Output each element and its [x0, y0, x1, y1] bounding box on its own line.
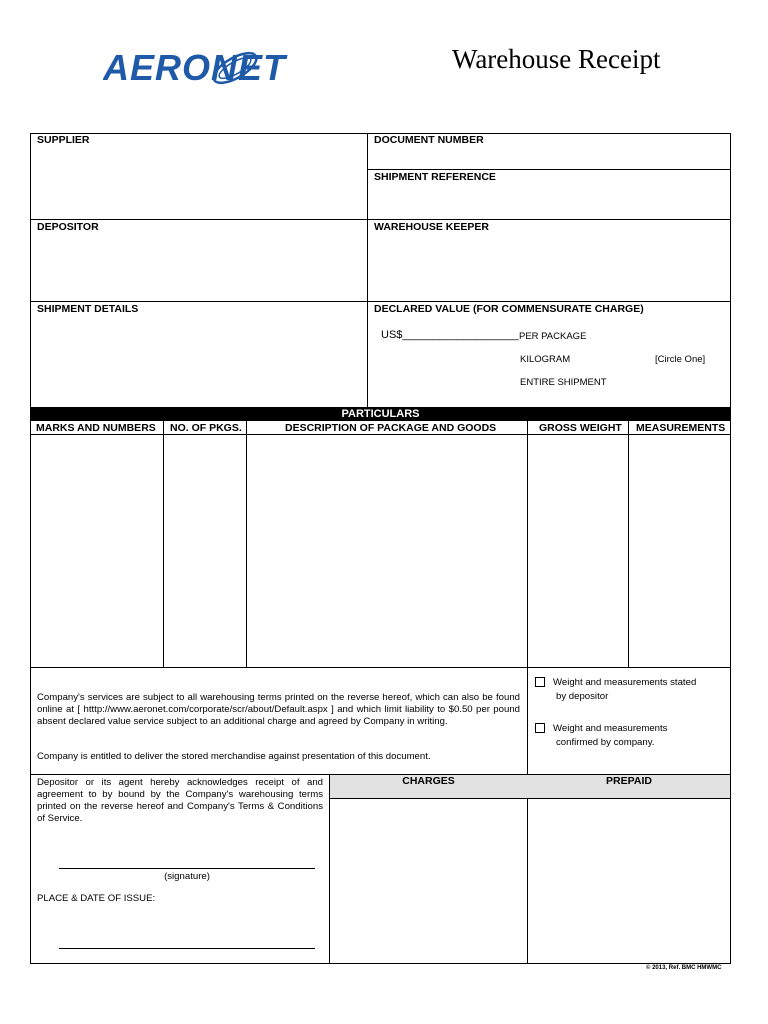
depositor-label: DEPOSITOR	[37, 221, 99, 233]
signature-line[interactable]	[59, 868, 315, 869]
document-number-label: DOCUMENT NUMBER	[374, 134, 484, 146]
place-date-label: PLACE & DATE OF ISSUE:	[37, 893, 156, 904]
declared-value-label: DECLARED VALUE (FOR COMMENSURATE CHARGE)	[374, 303, 644, 315]
supplier-label: SUPPLIER	[37, 134, 90, 146]
terms-paragraph-1: Company's services are subject to all warehousing terms printed on the reverse hereof, which can also be found online at [ htttp://www.aeronet.com/corporate/scr/about/Default.aspx ] and which limit liability to $0.50 per pound absent declared value service subject to an additional charge and agreed by Company in writing.	[37, 692, 520, 727]
circle-one-note: [Circle One]	[655, 354, 706, 365]
signature-label: (signature)	[164, 871, 210, 882]
shipment-details-label: SHIPMENT DETAILS	[37, 303, 139, 315]
divider-row3	[30, 301, 731, 302]
col-description: DESCRIPTION OF PACKAGE AND GOODS	[285, 422, 497, 434]
check-depositor-line1: Weight and measurements stated	[553, 677, 697, 688]
col-no-pkgs: NO. OF PKGS.	[170, 422, 242, 434]
particulars-bottom	[30, 667, 731, 668]
charges-header-underline	[329, 798, 731, 799]
col-divider-4	[628, 421, 629, 667]
border-left	[30, 133, 31, 963]
col-marks-numbers: MARKS AND NUMBERS	[36, 422, 156, 434]
divider-docnum	[367, 169, 731, 170]
copyright-note: © 2013, Ref. BMC HMWMC	[646, 965, 722, 971]
bottom-divider-2	[527, 774, 528, 963]
logo-text: AERONET	[103, 47, 287, 88]
kilogram-option: KILOGRAM	[520, 354, 571, 365]
charges-label: CHARGES	[402, 775, 455, 787]
divider-middle	[367, 133, 368, 407]
warehouse-keeper-label: WAREHOUSE KEEPER	[374, 221, 489, 233]
aeronet-logo	[103, 42, 348, 102]
border-right	[730, 133, 731, 963]
terms-divider	[527, 667, 528, 774]
check-company-line2: confirmed by company.	[556, 737, 655, 748]
depositor-checkbox[interactable]	[535, 677, 545, 687]
col-header-underline	[30, 434, 731, 435]
col-measurements: MEASUREMENTS	[636, 422, 726, 434]
per-package-option: PER PACKAGE	[519, 331, 587, 342]
particulars-title: PARTICULARS	[341, 408, 420, 420]
check-depositor-row	[535, 677, 696, 688]
entire-shipment-option: ENTIRE SHIPMENT	[520, 377, 607, 388]
bottom-divider-1	[329, 774, 330, 963]
page-title: Warehouse Receipt	[452, 44, 661, 74]
prepaid-label: PREPAID	[606, 775, 652, 787]
check-company-line1: Weight and measurements	[553, 723, 668, 734]
particulars-bar	[30, 407, 731, 421]
col-divider-1	[163, 421, 164, 667]
acknowledgement-text: Depositor or its agent hereby acknowledges receipt of and agreement to by bound by the Company's warehousing terms printed on the reverse hereof and Company's Terms & Conditions of Service.	[37, 777, 323, 824]
shipment-reference-label: SHIPMENT REFERENCE	[374, 171, 496, 183]
col-divider-3	[527, 421, 528, 667]
terms-paragraph-2: Company is entitled to deliver the stored merchandise against presentation of this document.	[37, 751, 431, 762]
currency-field: US$___________________	[381, 329, 519, 341]
place-date-line[interactable]	[59, 948, 315, 949]
border-bottom	[30, 963, 731, 964]
check-depositor-line2: by depositor	[556, 691, 609, 702]
divider-row2	[30, 219, 731, 220]
check-company-row	[535, 723, 667, 734]
col-gross-weight: GROSS WEIGHT	[539, 422, 622, 434]
company-checkbox[interactable]	[535, 723, 545, 733]
col-divider-2	[246, 421, 247, 667]
